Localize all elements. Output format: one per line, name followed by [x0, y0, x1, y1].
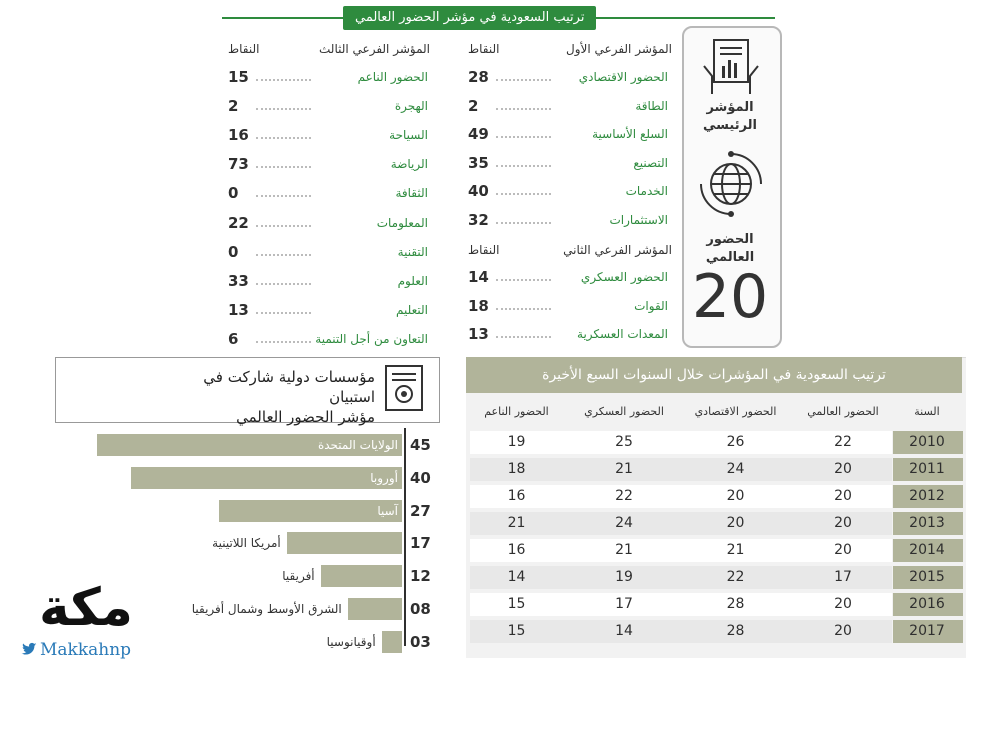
sub3-item-label: المعلومات: [376, 215, 428, 230]
bar: [382, 631, 402, 653]
bar-label: الشرق الأوسط وشمال أفريقيا: [191, 602, 342, 616]
sub1-item-value: 28: [468, 68, 489, 86]
bar-value-label: 45: [410, 436, 431, 454]
table-cell: 28: [726, 623, 745, 639]
table-cell: 19: [507, 434, 526, 450]
year-cell: 2017: [909, 623, 945, 639]
sub1-item-label: الطاقة: [635, 98, 668, 113]
sub3-item-value: 2: [228, 97, 239, 116]
sub1-item-label: الاستثمارات: [609, 212, 668, 227]
sub3-item-value: 16: [228, 126, 249, 145]
sub1-item-label: الخدمات: [625, 184, 668, 198]
table-cell: 16: [507, 542, 526, 558]
dotted-leader: [256, 195, 311, 197]
dotted-leader: [496, 308, 551, 310]
table-header-cell: الحضور العالمي: [807, 405, 879, 418]
sub2-item-label: القوات: [634, 298, 668, 313]
bar: [287, 532, 402, 554]
dotted-leader: [496, 79, 551, 81]
bar-value-label: 17: [410, 534, 431, 553]
table-cell: 20: [726, 515, 745, 531]
top-title: ترتيب السعودية في مؤشر الحضور العالمي: [343, 6, 596, 30]
bar-value-label: 03: [410, 632, 431, 651]
bar-value-label: 12: [410, 567, 431, 586]
document-chart-icon: [700, 36, 762, 98]
table-cell: 20: [834, 623, 852, 639]
table-cell: 20: [834, 596, 852, 612]
bar-label: أمريكا اللاتينية: [212, 536, 281, 551]
institutions-title-line2: مؤشر الحضور العالمي: [236, 408, 375, 426]
table-cell: 21: [615, 461, 633, 477]
certificate-icon: [380, 362, 430, 416]
dotted-leader: [256, 79, 311, 81]
sub2-item-value: 13: [468, 325, 489, 343]
table-header-cell: السنة: [914, 405, 940, 418]
sub1-item-label: السلع الأساسية: [592, 127, 668, 141]
makkah-logo: مكة: [39, 578, 133, 638]
sub1-item-label: الحضور الاقتصادي: [578, 70, 668, 84]
bar-value-label: 27: [410, 501, 431, 520]
year-cell: 2010: [909, 434, 945, 450]
sub1-points-header: النقاط: [468, 42, 500, 56]
sub3-item-label: الهجرة: [394, 99, 428, 114]
sub2-item-value: 18: [468, 296, 489, 315]
sub1-item-value: 49: [468, 125, 489, 143]
table-cell: 21: [726, 542, 745, 558]
sub3-item-value: 22: [228, 213, 249, 232]
twitter-icon: [20, 640, 38, 658]
global-presence-label: الحضور: [706, 232, 754, 247]
dotted-leader: [256, 166, 311, 168]
table-cell: 24: [615, 515, 633, 531]
year-cell: 2013: [909, 515, 945, 531]
dotted-leader: [496, 165, 551, 167]
dotted-leader: [256, 341, 311, 343]
table-cell: 21: [507, 515, 526, 531]
table-cell: 16: [507, 488, 526, 504]
sub3-item-value: 33: [228, 271, 249, 290]
table-cell: 22: [726, 569, 745, 585]
dotted-leader: [496, 222, 551, 224]
sub3-points-header: النقاط: [228, 42, 260, 56]
table-cell: 20: [834, 515, 852, 531]
table-cell: 14: [507, 569, 526, 585]
dotted-leader: [256, 283, 311, 285]
sub2-item-value: 14: [468, 268, 489, 286]
institutions-title: [180, 367, 375, 427]
table-cell: 24: [726, 461, 745, 477]
sub3-item-value: 15: [228, 68, 249, 86]
table-cell: 19: [615, 569, 633, 585]
sub2-item-label: المعدات العسكرية: [577, 327, 668, 341]
table-cell: 26: [726, 434, 745, 450]
table-cell: 21: [615, 542, 633, 558]
bar-value-label: 40: [410, 468, 431, 487]
table-cell: 22: [834, 434, 852, 450]
sub3-item-label: التعاون من أجل التنمية: [315, 331, 428, 346]
twitter-handle: Makkahnp: [40, 640, 132, 660]
globe-icon: [697, 150, 765, 218]
table-header-cell: الحضور الاقتصادي: [694, 405, 777, 418]
dotted-leader: [496, 279, 551, 281]
sub3-header: المؤشر الفرعي الثالث: [319, 42, 430, 56]
table-header-cell: الحضور الناعم: [484, 405, 549, 418]
main-index-label-2: الرئيسي: [703, 118, 757, 133]
table-cell: 17: [834, 569, 852, 585]
year-cell: 2012: [909, 488, 945, 504]
table-header-cell: الحضور العسكري: [584, 405, 664, 418]
sub3-item-value: 13: [228, 300, 249, 319]
sub1-item-value: 35: [468, 153, 489, 172]
table-title: ترتيب السعودية في المؤشرات خلال السنوات السبع الأخيرة: [466, 357, 962, 393]
sub3-item-label: الرياضة: [390, 157, 428, 172]
sub3-item-label: الثقافة: [395, 186, 428, 201]
dotted-leader: [496, 336, 551, 338]
bar-label: أفريقيا: [282, 569, 315, 584]
table-cell: 22: [615, 488, 633, 504]
sub1-header: المؤشر الفرعي الأول: [566, 42, 672, 56]
chart-axis-line: [404, 428, 406, 646]
table-cell: 20: [834, 461, 852, 477]
table-cell: 18: [507, 461, 526, 477]
table-cell: 14: [615, 623, 633, 639]
table-cell: 15: [507, 596, 526, 612]
sub3-item-label: التقنية: [397, 244, 428, 259]
dotted-leader: [256, 108, 311, 110]
dotted-leader: [256, 137, 311, 139]
year-cell: 2011: [909, 461, 945, 477]
main-index-label: المؤشر: [706, 100, 754, 115]
sub1-item-value: 2: [468, 96, 479, 115]
sub3-item-value: 73: [228, 155, 249, 174]
bar-label: الولايات المتحدة: [317, 438, 398, 452]
sub3-item-value: 6: [228, 329, 239, 348]
bar-value-label: 08: [410, 600, 431, 618]
sub3-item-value: 0: [228, 242, 239, 261]
sub1-item-label: التصنيع: [633, 155, 668, 170]
main-index-value: 20: [691, 262, 769, 332]
table-cell: 25: [615, 434, 633, 450]
bar: [321, 565, 402, 587]
table-cell: 20: [834, 542, 852, 558]
year-cell: 2014: [909, 542, 945, 558]
sub2-header: المؤشر الفرعي الثاني: [563, 243, 672, 257]
sub3-item-label: التعليم: [396, 302, 428, 317]
sub2-item-label: الحضور العسكري: [580, 270, 668, 284]
table-cell: 17: [615, 596, 633, 612]
global-presence-label-2: العالمي: [705, 250, 755, 265]
bar-label: أوروبا: [370, 470, 398, 485]
sub3-item-label: السياحة: [389, 128, 428, 143]
table-cell: 20: [834, 488, 852, 504]
year-cell: 2016: [909, 596, 945, 612]
dotted-leader: [496, 136, 551, 138]
sub3-item-value: 0: [228, 184, 239, 203]
sub3-item-label: الحضور الناعم: [357, 70, 428, 84]
sub3-item-label: العلوم: [397, 273, 428, 288]
dotted-leader: [256, 254, 311, 256]
bar-label: أوقيانوسيا: [326, 634, 376, 649]
dotted-leader: [496, 193, 551, 195]
dotted-leader: [256, 225, 311, 227]
sub1-item-value: 40: [468, 182, 489, 200]
bar: [348, 598, 402, 620]
table-cell: 20: [726, 488, 745, 504]
table-cell: 15: [507, 623, 526, 639]
sub1-item-value: 32: [468, 210, 489, 229]
sub2-points-header: النقاط: [468, 243, 500, 257]
dotted-leader: [256, 312, 311, 314]
dotted-leader: [496, 108, 551, 110]
year-cell: 2015: [909, 569, 945, 585]
institutions-title-line1: مؤسسات دولية شاركت في استبيان: [203, 368, 375, 406]
table-cell: 28: [726, 596, 745, 612]
bar-label: آسيا: [377, 503, 398, 518]
